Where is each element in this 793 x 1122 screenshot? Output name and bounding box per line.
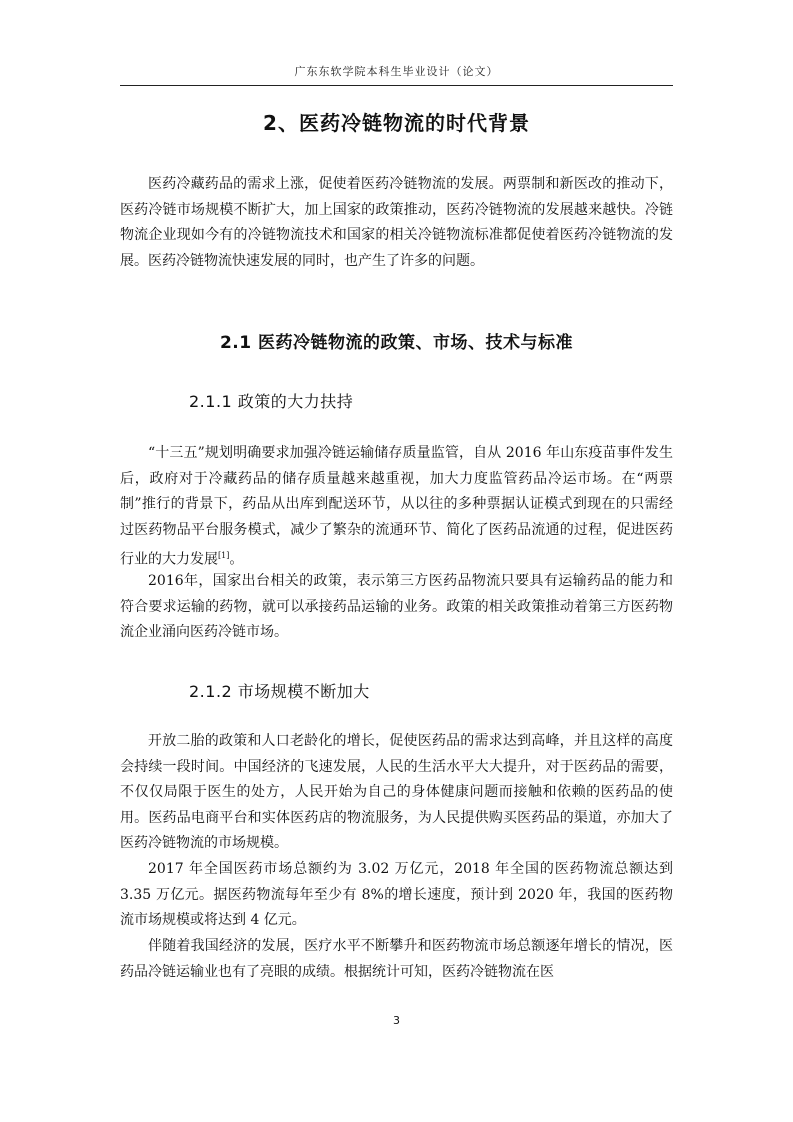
header-divider: [120, 85, 673, 86]
paragraph-end: 。: [229, 552, 244, 569]
section-2-1-1-title: 2.1.1 政策的大力扶持: [189, 392, 354, 411]
section-2-1-2-paragraph-2: 2017 年全国医药市场总额约为 3.02 万亿元，2018 年全国的医药物流总额达到 3.35 万亿元。据医药物流每年至少有 8%的增长速度，预计到 2020 年，我国的医药物流市场规模或将达到 4 亿元。: [120, 861, 673, 929]
page-number: 3: [393, 1014, 400, 1027]
intro-paragraph: 医药冷藏药品的需求上涨，促使着医药冷链物流的发展。两票制和新医改的推动下，医药冷链市场规模不断扩大，加上国家的政策推动，医药冷链物流的发展越来越快。冷链物流企业现如今有的冷链物流技术和国家的相关冷链物流标准都促使着医药冷链物流的发展。医药冷链物流快速发展的同时，也产生了许多的问题。: [120, 176, 673, 269]
chapter-title: 2、医药冷链物流的时代背景: [263, 111, 530, 135]
section-2-1-2-paragraph-1: 开放二胎的政策和人口老龄化的增长，促使医药品的需求达到高峰，并且这样的高度会持续一段时间。中国经济的飞速发展，人民的生活水平大大提升，对于医药品的需要，不仅仅局限于医生的处方，人民开始为自己的身体健康问题而接触和依赖的医药品的使用。医药品电商平台和实体医药店的物流服务，为人民提供购买医药品的渠道，亦加大了医药冷链物流的市场规模。: [120, 733, 673, 852]
section-2-1-title: 2.1 医药冷链物流的政策、市场、技术与标准: [219, 333, 574, 353]
section-2-1-2-paragraph-3: 伴随着我国经济的发展，医疗水平不断攀升和医药物流市场总额逐年增长的情况，医药品冷链运输业也有了亮眼的成绩。根据统计可知，医药冷链物流在医: [120, 938, 673, 980]
section-2-1-1-paragraph-1: [120, 441, 673, 574]
section-2-1-2-title: 2.1.2 市场规模不断加大: [189, 682, 370, 701]
citation-marker[interactable]: [1]: [218, 551, 230, 561]
running-header: 广东东软学院本科生毕业设计（论文）: [294, 65, 499, 78]
paragraph-text: “十三五”规划明确要求加强冷链运输储存质量监管，自从 2016 年山东疫苗事件发生后，政府对于冷藏药品的储存质量越来越重视，加大力度监管药品冷运市场。在“两票制”推行的背景下，药品从出库到配送环节，从以往的多种票据认证模式到现在的只需经过医药物品平台服务模式，减少了繁杂的流通环节、简化了医药品流通的过程，促进医药行业的大力发展: [120, 445, 673, 569]
section-2-1-1-paragraph-2: 2016年，国家出台相关的政策，表示第三方医药品物流只要具有运输药品的能力和符合要求运输的药物，就可以承接药品运输的业务。政策的相关政策推动着第三方医药物流企业涌向医药冷链市场。: [120, 573, 673, 641]
